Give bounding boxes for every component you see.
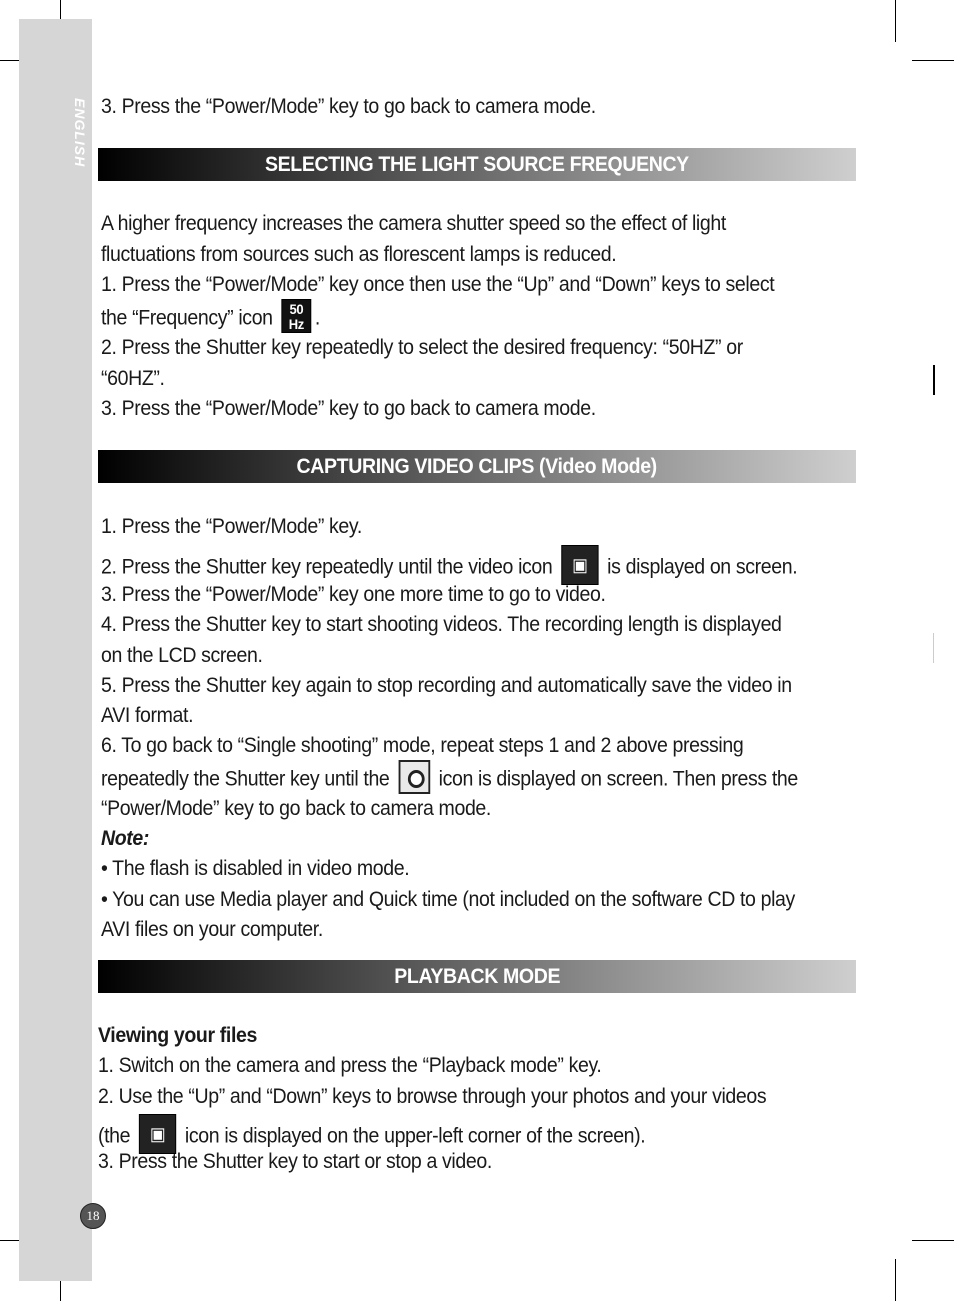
section-heading-label: SELECTING THE LIGHT SOURCE FREQUENCY (265, 153, 689, 176)
text-fragment: the “Frequency” icon (101, 306, 273, 330)
crop-mark (895, 0, 896, 42)
text-line: 4. Press the Shutter key to start shooting videos. The recording length is displayed (101, 613, 782, 636)
text-fragment: is displayed on screen. (607, 555, 798, 579)
text-line: 1. Switch on the camera and press the “Playback mode” key. (98, 1054, 602, 1077)
section-heading-label: CAPTURING VIDEO CLIPS (Video Mode) (296, 455, 658, 478)
text-fragment: repeatedly the Shutter key until the (101, 767, 390, 791)
text-fragment: icon is displayed on screen. Then press the (438, 767, 798, 791)
subheading: Viewing your files (98, 1024, 258, 1047)
list-item: • The flash is disabled in video mode. (101, 857, 410, 880)
crop-mark (912, 1240, 954, 1241)
text-line (101, 302, 320, 336)
frequency-icon-number: 50 (289, 301, 304, 317)
text-line: AVI format. (101, 704, 194, 727)
section-heading-label: PLAYBACK MODE (394, 965, 560, 988)
text-line: 6. To go back to “Single shooting” mode, repeat steps 1 and 2 above pressing (101, 734, 744, 757)
side-band (19, 19, 92, 1281)
language-tab-label: ENGLISH (72, 98, 88, 168)
crop-mark (895, 1259, 896, 1301)
text-line: 2. Press the Shutter key repeatedly to select the desired frequency: “50HZ” or (101, 336, 743, 359)
text-line: fluctuations from sources such as florescent lamps is reduced. (101, 243, 617, 266)
text-line: 3. Press the Shutter key to start or stop a video. (98, 1150, 492, 1173)
text-line (101, 763, 798, 797)
text-line: 3. Press the “Power/Mode” key to go back to camera mode. (101, 95, 596, 118)
list-item: • You can use Media player and Quick time (not included on the software CD to play (101, 888, 795, 911)
section-heading-light-frequency (98, 148, 856, 181)
text-line: A higher frequency increases the camera shutter speed so the effect of light (101, 212, 726, 235)
text-line: “Power/Mode” key to go back to camera mode. (101, 797, 491, 820)
text-line: 1. Press the “Power/Mode” key. (101, 515, 362, 538)
text-fragment: icon is displayed on the upper-left corner of the screen). (184, 1124, 646, 1148)
text-fragment: (the (98, 1124, 131, 1148)
text-line: “60HZ”. (101, 367, 165, 390)
text-line: 5. Press the Shutter key again to stop recording and automatically save the video in (101, 674, 792, 697)
frequency-icon (281, 299, 311, 333)
frequency-icon-unit: Hz (288, 316, 304, 332)
section-heading-playback (98, 960, 856, 993)
note-label: Note: (101, 827, 150, 850)
page-number: 18 (80, 1203, 106, 1229)
camera-icon (398, 760, 430, 794)
text-line: on the LCD screen. (101, 644, 263, 667)
text-fragment: 2. Press the Shutter key repeatedly until the video icon (101, 555, 553, 579)
text-line: 3. Press the “Power/Mode” key to go back to camera mode. (101, 397, 596, 420)
crop-mark (912, 60, 954, 61)
video-icon: ▣ (139, 1114, 176, 1154)
video-icon: ▣ (561, 545, 598, 585)
text-fragment: . (314, 306, 320, 330)
text-line: 3. Press the “Power/Mode” key one more time to go to video. (101, 583, 606, 606)
text-line: 1. Press the “Power/Mode” key once then use the “Up” and “Down” keys to select (101, 273, 775, 296)
text-line: 2. Use the “Up” and “Down” keys to browse through your photos and your videos (98, 1085, 767, 1108)
registration-mark (933, 365, 935, 395)
section-heading-video (98, 450, 856, 483)
text-line: AVI files on your computer. (101, 918, 323, 941)
registration-mark (933, 633, 934, 663)
